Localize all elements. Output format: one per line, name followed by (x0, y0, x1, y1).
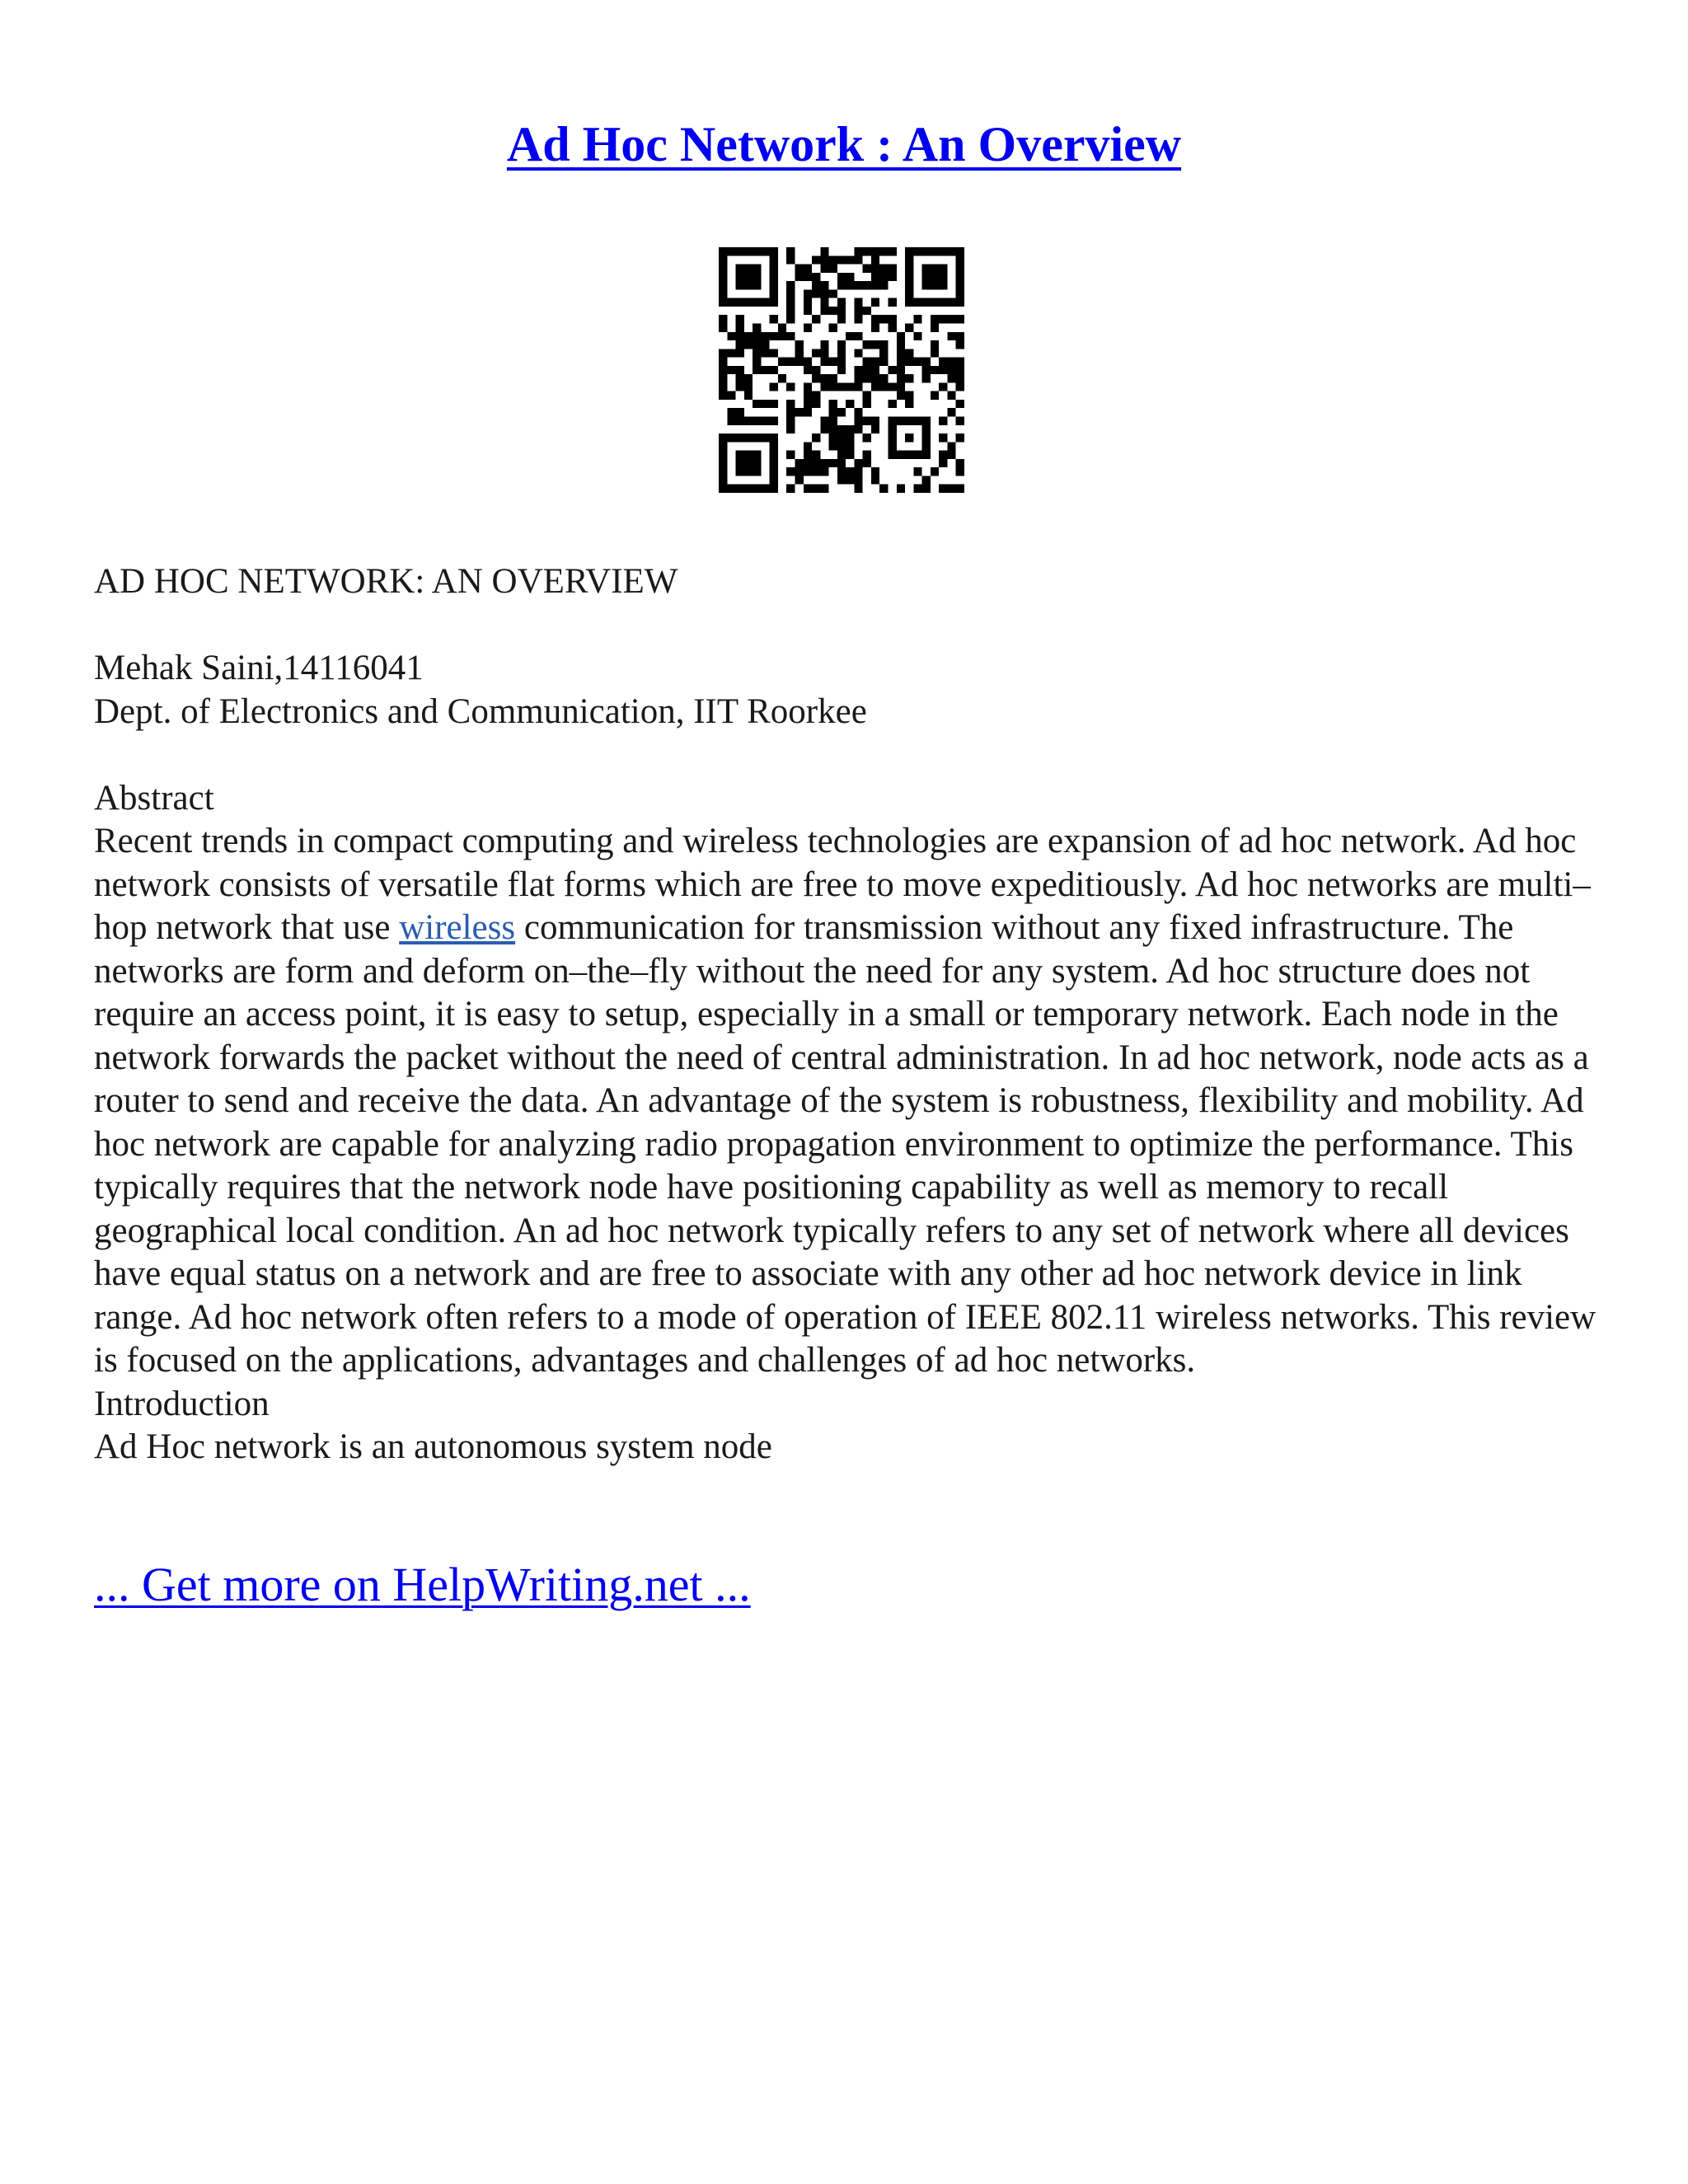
qr-code-icon (719, 247, 964, 493)
document-heading: AD HOC NETWORK: AN OVERVIEW (94, 562, 678, 601)
department-line: Dept. of Electronics and Communication, IIT Roorkee (94, 691, 867, 731)
abstract-text-part1: Recent trends in compact computing and wireless technologies are expansion of ad hoc network. Ad hoc network consists of versatile flat forms which are free to move expeditiously. Ad hoc networks are multi–hop network that use (94, 822, 1591, 947)
document-title-link[interactable]: Ad Hoc Network : An Overview (506, 117, 1182, 171)
document-title (0, 114, 1688, 175)
wireless-link[interactable]: wireless (399, 908, 516, 947)
document-body (94, 560, 1602, 1469)
introduction-heading: Introduction (94, 1384, 270, 1423)
abstract-heading: Abstract (94, 778, 214, 818)
author-line: Mehak Saini,14116041 (94, 649, 424, 687)
abstract-paragraph (94, 820, 1602, 1383)
abstract-text-part2: communication for transmission without any fixed infrastructure. The networks are form and deform on–the–fly without the need for any system. Ad hoc structure does not require an access point, it is easy to setup, especially in a small or temporary network. Each node in the network forwards the packet without the need of central administration. In ad hoc network, node acts as a router to send and receive the data. An advantage of the system is robustness, flexibility and mobility. Ad hoc network are capable for analyzing radio propagation environment to optimize the performance. This typically requires that the network node have positioning capability as well as memory to recall geographical local condition. An ad hoc network typically refers to any set of network where all devices have equal status on a network and are free to associate with any other ad hoc network device in link range. Ad hoc network often refers to a mode of operation of IEEE 802.11 wireless networks. This review is focused on the applications, advantages and challenges of ad hoc networks. (94, 908, 1597, 1380)
get-more-link[interactable]: ... Get more on HelpWriting.net ... (94, 1558, 751, 1611)
introduction-text: Ad Hoc network is an autonomous system node (94, 1427, 772, 1466)
get-more-link-container (94, 1556, 751, 1614)
